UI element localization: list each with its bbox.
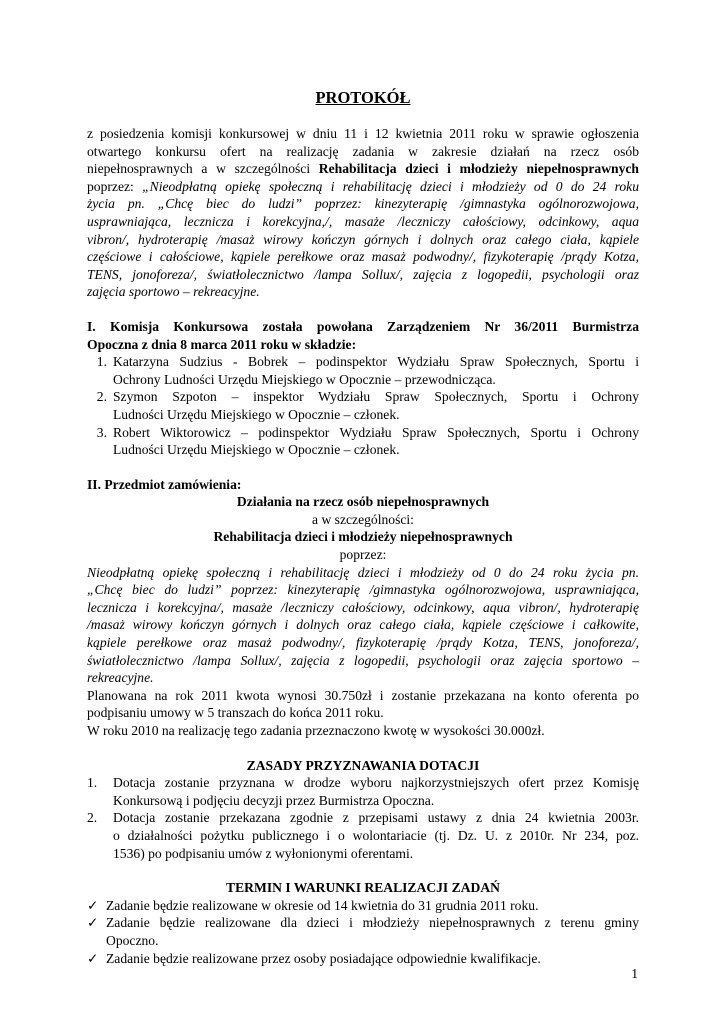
rules-list <box>87 774 639 862</box>
intro-italic-line: TENS, jonoforeza/, światłolecznictwo /lampa Sollux/, zajęcia z logopedii, psychologii oraz <box>87 266 639 282</box>
subject-subtitle: poprzez: <box>339 547 387 563</box>
intro-text: poprzez: <box>87 178 143 194</box>
section-heading: TERMIN I WARUNKI REALIZACJI ZADAŃ <box>226 880 500 896</box>
rule-text: Konkursową i podjęciu decyzji przez Burmistrza Opoczna. <box>113 792 435 808</box>
list-number: 1. <box>87 775 98 791</box>
list-number: 1. <box>96 354 107 370</box>
list-item <box>87 914 639 949</box>
subject-italic-line: „Chcę biec do ludzi” poprzez: kinezyterapię /gimnastyka ogólnorozwojowa, usprawniająca, <box>87 582 639 598</box>
checkmark-icon: ✓ <box>87 915 99 931</box>
subject-italic-line: /masaż wirowy kończyn górnych i dolnych oraz całego ciała, kąpiele częściowe i całkowite, <box>87 617 639 633</box>
subject-italic-line: Nieodpłatną opiekę społeczną i rehabilitację dzieci i młodzieży od 0 do 24 roku życia pn. <box>87 564 639 580</box>
intro-text: niepełnosprawnych a w szczególności <box>87 161 319 177</box>
intro-italic-line: vibron/, hydroterapię /masaż wirowy kończyn górnych i dolnych oraz całego ciała, kąpiele <box>87 231 639 247</box>
rule-text: Dotacja zostanie przyznana w drodze wyboru najkorzystniejszych ofert przez Komisję <box>113 775 639 791</box>
list-number: 2. <box>96 389 107 405</box>
planned-amount-text: podpisaniu umowy w 5 transzach do końca 2011 roku. <box>87 705 384 721</box>
intro-line: otwartego konkursu ofert na realizację zadania w zakresie działań na rzecz osób <box>87 143 639 159</box>
intro-italic-line: życia pn. „Chcę biec do ludzi” poprzez: kinezyterapię /gimnastyka ogólnorozwojowa, <box>87 196 639 212</box>
section-subject <box>87 476 639 740</box>
rule-text: o działalności pożytku publicznego i o wolontariacie (tj. Dz. U. z 2010r. Nr 234, poz. <box>113 827 639 843</box>
subject-title: Rehabilitacja dzieci i młodzieży niepełnosprawnych <box>213 529 513 545</box>
planned-amount-text: Planowana na rok 2011 kwota wynosi 30.750zł i zostanie przekazana na konto oferenta po <box>87 687 639 703</box>
list-item <box>87 388 639 423</box>
checkmark-icon: ✓ <box>87 897 99 913</box>
member-text: Robert Wiktorowicz – podinspektor Wydziału Spraw Społecznych, Sportu i Ochrony <box>113 424 639 440</box>
list-item <box>87 950 639 968</box>
section-heading: II. Przedmiot zamówienia: <box>87 476 242 492</box>
intro-paragraph <box>87 125 639 301</box>
subject-italic-line: światłolecznictwo /lampa Sollux/, zajęcia z logopedii, psychologii oraz zajęcia sportowo – <box>87 652 639 668</box>
member-text: Ochrony Ludności Urzędu Miejskiego w Opocznie – przewodnicząca. <box>113 371 496 387</box>
section-heading: Opoczna z dnia 8 marca 2011 roku w składzie: <box>87 336 357 352</box>
section-heading: I. Komisja Konkursowa została powołana Zarządzeniem Nr 36/2011 Burmistrza <box>87 318 639 334</box>
intro-task-bold: Rehabilitacja dzieci i młodzieży niepełnosprawnych <box>318 161 639 177</box>
subject-italic-line: rekreacyjne. <box>87 670 154 686</box>
member-text: Ludności Urzędu Miejskiego w Opocznie – członek. <box>113 442 400 458</box>
intro-italic: „Nieodpłatną opiekę społeczną i rehabilitację dzieci i młodzieży od 0 do 24 roku <box>142 178 639 194</box>
member-text: Ludności Urzędu Miejskiego w Opocznie – członek. <box>113 406 400 422</box>
subject-subtitle: a w szczególności: <box>312 511 414 527</box>
section-rules <box>87 757 639 863</box>
terms-list <box>87 897 639 967</box>
list-item <box>87 424 639 459</box>
list-number: 3. <box>96 424 107 440</box>
list-item <box>87 353 639 388</box>
intro-italic-line: zajęcia sportowo – rekreacyjne. <box>87 284 260 300</box>
list-item <box>87 774 639 809</box>
intro-italic-line: częściowe i całościowe, kąpiele perełkowe oraz masaż podwodny/, fizykoterapię /prądy Kotza, <box>87 249 639 265</box>
list-item <box>87 809 639 862</box>
member-text: Szymon Szpoton – inspektor Wydziału Spraw Społecznych, Sportu i Ochrony <box>113 389 639 405</box>
intro-italic-line: usprawniająca, lecznicza i korekcyjna,/, masaże /leczniczy całościowy, odcinkowy, aqua <box>87 213 639 229</box>
term-text: Zadanie będzie realizowane przez osoby posiadające odpowiednie kwalifikacje. <box>106 950 541 966</box>
intro-line <box>87 160 639 178</box>
page-number: 1 <box>631 966 638 981</box>
subject-italic-line: lecznicza i korekcyjna/, masaże /leczniczy całościowy, odcinkowy, aqua vibron/, hydroterapię <box>87 599 639 615</box>
subject-italic-line: kąpiele perełkowe oraz masaż podwodny/, fizykoterapię /prądy Kotza, TENS, jonoforeza/, <box>87 635 639 651</box>
member-text: Katarzyna Sudzius - Bobrek – podinspektor Wydziału Spraw Społecznych, Sportu i <box>113 354 639 370</box>
section-committee <box>87 318 639 459</box>
rule-text: Dotacja zostanie przekazana zgodnie z przepisami ustawy z dnia 24 kwietnia 2003r. <box>113 810 639 826</box>
committee-member-list <box>87 353 639 459</box>
subject-title: Działania na rzecz osób niepełnosprawnych <box>236 494 490 510</box>
list-number: 2. <box>87 810 98 826</box>
term-text: Zadanie będzie realizowane w okresie od 14 kwietnia do 31 grudnia 2011 roku. <box>106 897 539 913</box>
rule-text: 1536) po podpisaniu umów z wyłonionymi oferentami. <box>113 845 414 861</box>
checkmark-icon: ✓ <box>87 950 99 966</box>
document-title: PROTOKÓŁ <box>315 88 411 107</box>
section-heading: ZASADY PRZYZNAWANIA DOTACJI <box>246 757 480 773</box>
section-terms <box>87 879 639 967</box>
term-text: Zadanie będzie realizowane dla dzieci i młodzieży niepełnosprawnych z terenu gminy <box>106 915 639 931</box>
intro-line: z posiedzenia komisji konkursowej w dniu 11 i 12 kwietnia 2011 roku w sprawie ogłoszenia <box>87 126 639 141</box>
previous-year-text: W roku 2010 na realizację tego zadania przeznaczono kwotę w wysokości 30.000zł. <box>87 723 545 738</box>
intro-line <box>87 178 639 196</box>
list-item <box>87 897 639 915</box>
term-text: Opoczno. <box>106 932 159 948</box>
